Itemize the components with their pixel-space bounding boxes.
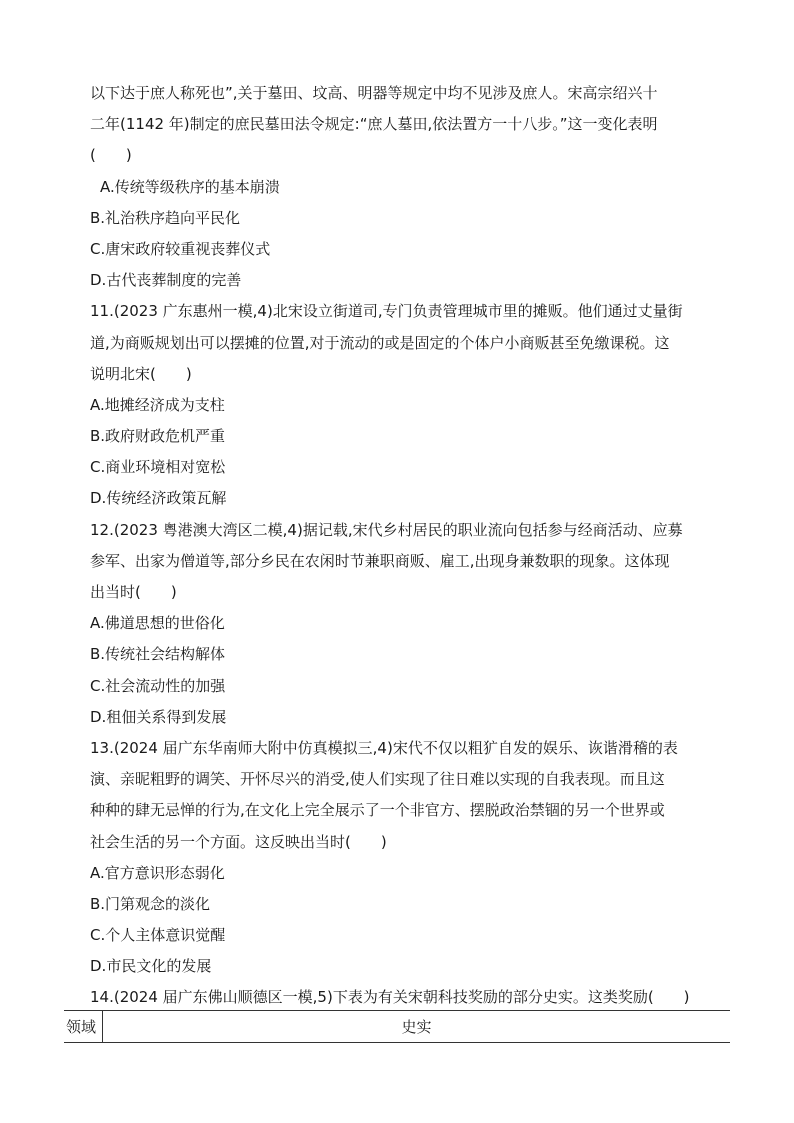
question-11 [90,296,710,514]
option-b[interactable]: B.传统社会结构解体 [90,645,226,664]
stem-line: 14.(2024 届广东佛山顺德区一模,5)下表为有关宋朝科技奖励的部分史实。这类奖励( ) [90,988,690,1007]
option-d[interactable]: D.租佃关系得到发展 [90,707,227,726]
option-a[interactable]: A.地摊经济成为支柱 [90,395,225,414]
question-content [90,78,710,1014]
question-13 [90,733,710,983]
stem-line: 以下达于庶人称死也”,关于墓田、坟高、明器等规定中均不见涉及庶人。宋高宗绍兴十 [90,84,658,102]
stem-line: 参军、出家为僧道等,部分乡民在农闲时节兼职商贩、雇工,出现身兼数职的现象。这体现 [90,551,670,570]
stem-line: 演、亲昵粗野的调笑、开怀尽兴的消受,使人们实现了往日难以实现的自我表现。而且这 [90,770,665,789]
science-award-table [64,1010,730,1043]
option-c[interactable]: C.个人主体意识觉醒 [90,926,226,945]
option-a[interactable]: A.传统等级秩序的基本崩溃 [100,177,280,196]
table-header-row [64,1011,730,1043]
column-header-facts: 史实 [103,1011,731,1043]
option-a[interactable]: A.佛道思想的世俗化 [90,614,225,633]
stem-line: 种种的肆无忌惮的行为,在文化上完全展示了一个非官方、摆脱政治禁锢的另一个世界或 [90,801,665,820]
option-b[interactable]: B.礼治秩序趋向平民化 [90,208,241,227]
stem-line: 11.(2023 广东惠州一模,4)北宋设立街道司,专门负责管理城市里的摊贩。他们通过丈量街 [90,302,683,321]
question-12 [90,515,710,733]
stem-line: 出当时( ) [90,583,177,601]
q10-options [90,172,710,297]
option-d[interactable]: D.古代丧葬制度的完善 [90,271,242,290]
stem-line: 道,为商贩规划出可以摆摊的位置,对于流动的或是固定的个体户小商贩甚至免缴课税。这 [90,333,670,352]
option-c[interactable]: C.唐宋政府较重视丧葬仪式 [90,239,271,258]
option-c[interactable]: C.社会流动性的加强 [90,676,226,695]
option-d[interactable]: D.市民文化的发展 [90,957,212,976]
stem-line: 12.(2023 粤港澳大湾区二模,4)据记载,宋代乡村居民的职业流向包括参与经商活动、应募 [90,520,683,539]
stem-line: 13.(2024 届广东华南师大附中仿真模拟三,4)宋代不仅以粗犷自发的娱乐、诙谐滑稽的表 [90,738,678,757]
option-c[interactable]: C.商业环境相对宽松 [90,458,226,477]
column-header-field: 领域 [64,1011,103,1043]
q10-stem-continued [90,78,710,172]
option-a[interactable]: A.官方意识形态弱化 [90,863,225,882]
option-d[interactable]: D.传统经济政策瓦解 [90,489,227,508]
option-b[interactable]: B.政府财政危机严重 [90,427,226,446]
stem-line: 二年(1142 年)制定的庶民墓田法令规定:“庶人墓田,依法置方一十八步。”这一变化表明 [90,115,658,134]
question-14 [90,982,710,1013]
option-b[interactable]: B.门第观念的淡化 [90,894,211,913]
stem-line: ( ) [90,146,132,165]
stem-line: 说明北宋( ) [90,364,192,383]
stem-line: 社会生活的另一个方面。这反映出当时( ) [90,832,387,851]
